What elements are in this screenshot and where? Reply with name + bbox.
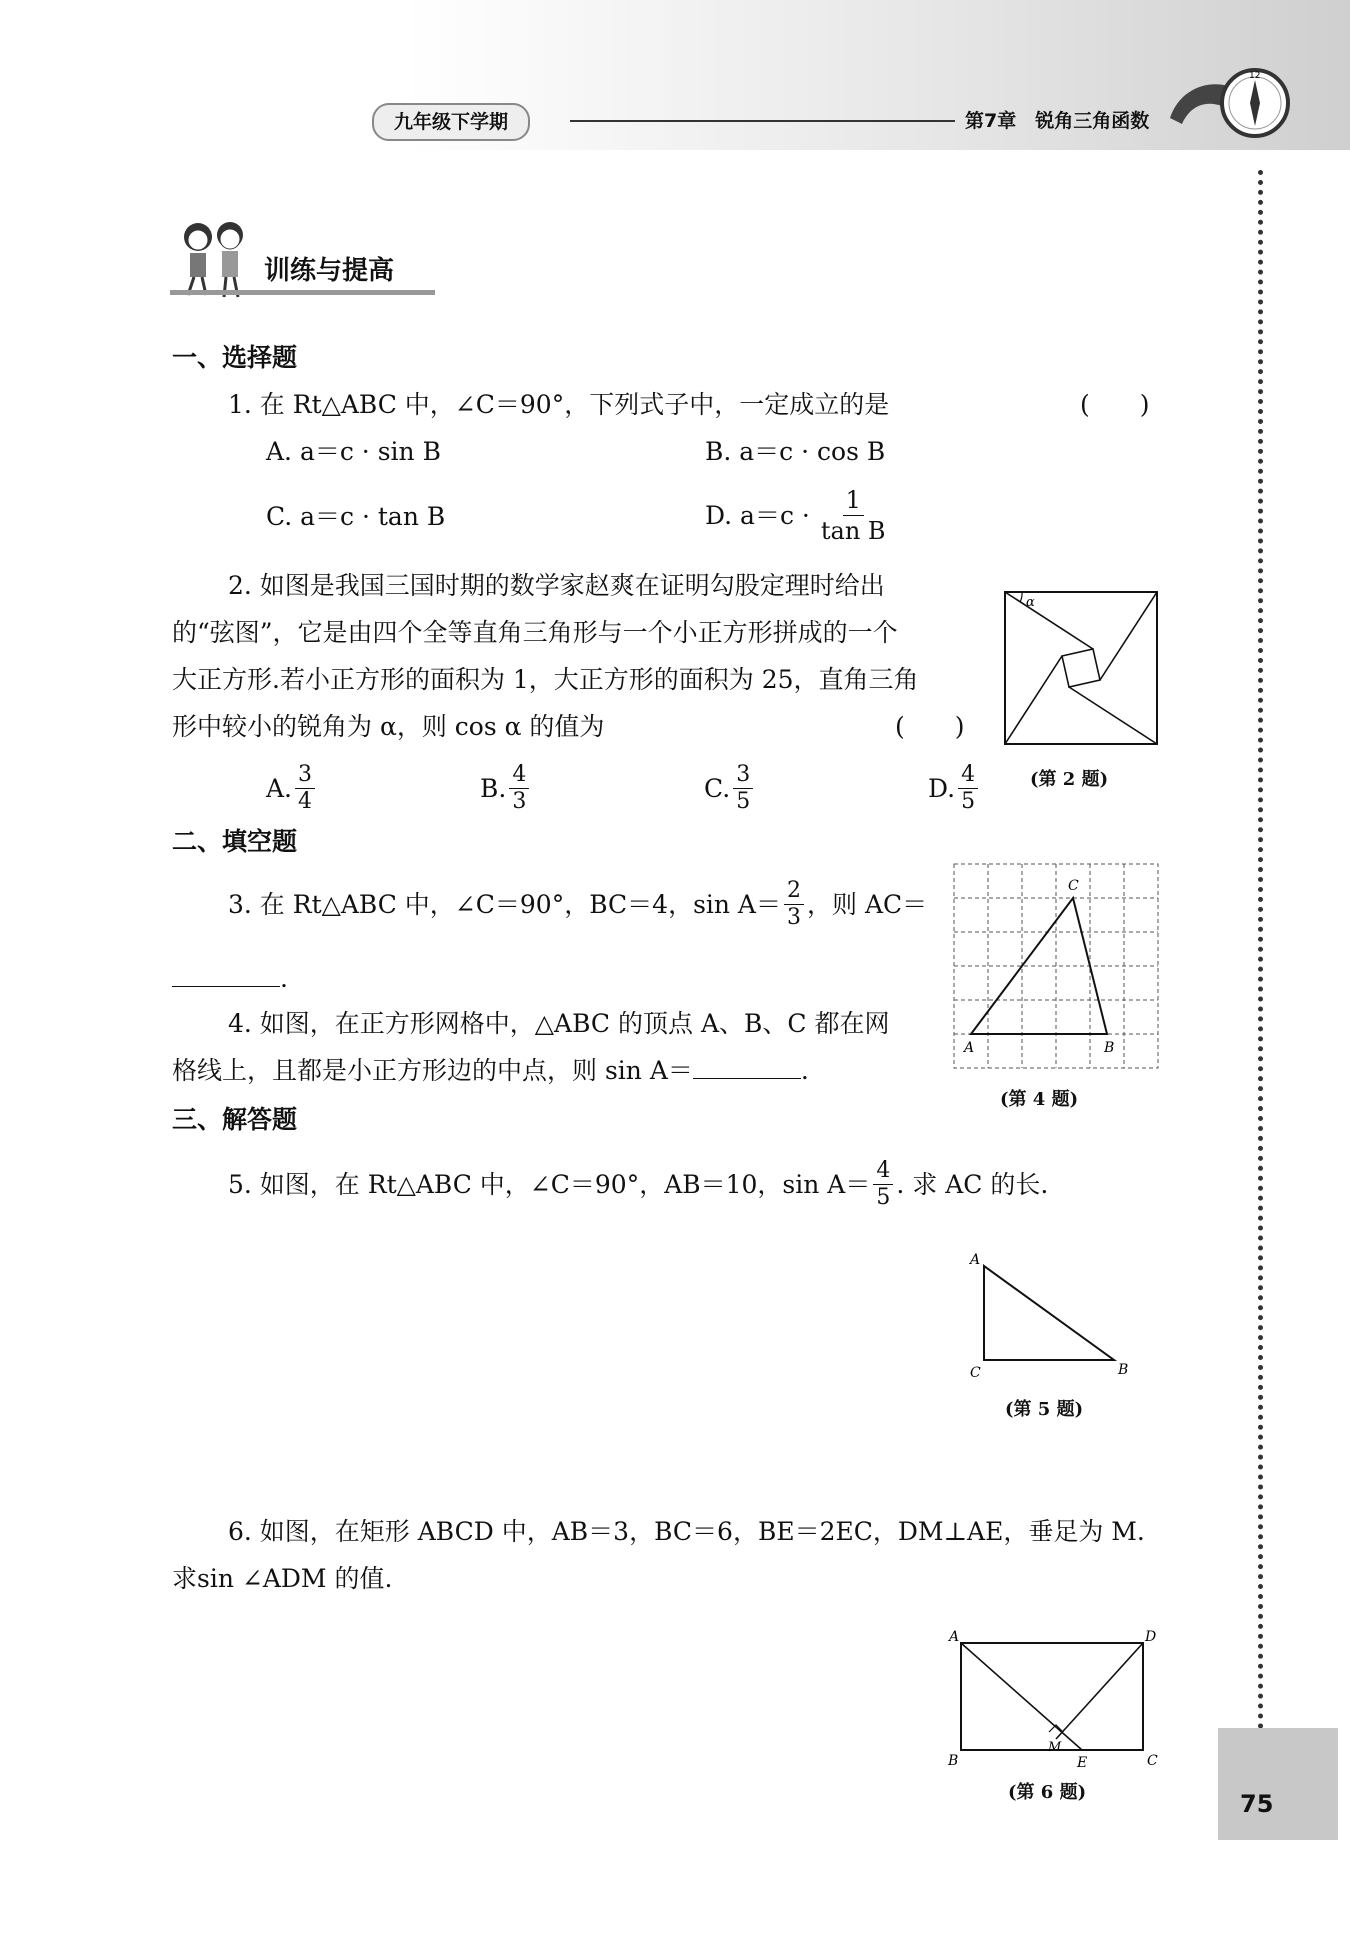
q2-alpha-label: α [1026, 595, 1035, 610]
q6-figure-rectangle [945, 1625, 1165, 1770]
q1-option-d-prefix: D. a＝c · [705, 501, 810, 530]
q1-d-denominator: tan B [820, 517, 886, 545]
svg-text:12: 12 [1249, 71, 1261, 81]
q4-end: . [800, 1056, 809, 1085]
q5-num: 4 [873, 1158, 893, 1185]
header-rule [570, 120, 955, 122]
q2-a-den: 4 [298, 789, 313, 814]
q5-pre: 5. 如图，在 Rt△ABC 中，∠C＝90°，AB＝10，sin A＝ [228, 1170, 871, 1199]
page-number: 75 [1240, 1790, 1274, 1818]
page-number-box [1218, 1728, 1338, 1840]
q6-label-b: B [948, 1753, 959, 1769]
q6-label-m: M [1048, 1740, 1062, 1755]
q2-figure-xian-diagram [1000, 590, 1165, 750]
q2-c-den: 5 [736, 789, 751, 814]
q2-d-num: 4 [958, 762, 978, 789]
q2-option-b-fraction [509, 762, 529, 815]
q2-option-a-label: A. [266, 774, 293, 803]
chapter-title: 第7章 锐角三角函数 [965, 110, 1150, 132]
q6-line2: 求sin ∠ADM 的值. [172, 1564, 393, 1593]
q3-fraction [784, 878, 804, 931]
q6-line1: 6. 如图，在矩形 ABCD 中，AB＝3，BC＝6，BE＝2EC，DM⊥AE，垂足为 M. [228, 1517, 1145, 1546]
q6-label-e: E [1077, 1755, 1088, 1770]
q2-option-c-label: C. [704, 774, 731, 803]
q1-d-numerator: 1 [843, 485, 864, 516]
q5-caption: (第 5 题) [1005, 1399, 1084, 1420]
q6-label-a: A [949, 1629, 960, 1645]
q2-option-c-fraction [733, 762, 753, 815]
q2-b-num: 4 [509, 762, 529, 789]
q2-b-den: 3 [512, 789, 527, 814]
q3-den: 3 [787, 905, 801, 930]
section-answer: 三、解答题 [172, 1105, 298, 1134]
q1-paren: ( ) [1080, 390, 1150, 419]
q2-line3: 大正方形.若小正方形的面积为 1，大正方形的面积为 25，直角三角 [172, 665, 919, 694]
kids-illustration-icon [170, 215, 260, 300]
q1-option-d [705, 485, 892, 546]
q2-caption: (第 2 题) [1030, 769, 1109, 790]
q4-label-c: C [1068, 878, 1079, 894]
q2-line4: 形中较小的锐角为 α，则 cos α 的值为 [172, 712, 605, 741]
compass-logo-icon [1160, 58, 1300, 148]
q4-label-b: B [1104, 1040, 1115, 1056]
banner-title: 训练与提高 [264, 256, 395, 286]
q4-blank[interactable] [693, 1048, 801, 1079]
q6-caption: (第 6 题) [1008, 1782, 1087, 1803]
q5-label-c: C [970, 1365, 981, 1381]
q1-option-b: B. a＝c · cos B [705, 437, 886, 466]
q2-c-num: 3 [733, 762, 753, 789]
q5-post: . 求 AC 的长. [896, 1170, 1049, 1199]
q5-fraction [873, 1158, 893, 1211]
q4-line2: 格线上，且都是小正方形边的中点，则 sin A＝ [172, 1056, 693, 1085]
q2-option-a [266, 762, 318, 815]
q3-answer-line [172, 955, 288, 1002]
q3-pre: 3. 在 Rt△ABC 中，∠C＝90°，BC＝4，sin A＝ [228, 890, 781, 919]
q1-option-c: C. a＝c · tan B [266, 502, 446, 531]
q5-stem [228, 1158, 1048, 1211]
q2-option-c [704, 762, 756, 815]
q1-stem: 1. 在 Rt△ABC 中，∠C＝90°，下列式子中，一定成立的是 [228, 390, 890, 419]
q4-line2-wrap [172, 1047, 809, 1094]
q2-line2: 的“弦图”，它是由四个全等直角三角形与一个小正方形拼成的一个 [172, 618, 898, 647]
q3-post: ，则 AC＝ [807, 890, 928, 919]
grade-pill: 九年级下学期 [372, 103, 530, 141]
q4-caption: (第 4 题) [1000, 1089, 1079, 1110]
q2-option-b [480, 762, 532, 815]
q3-blank[interactable] [172, 956, 280, 987]
section-choice: 一、选择题 [172, 343, 298, 372]
q1-option-d-fraction [818, 485, 889, 546]
q6-label-c: C [1147, 1753, 1158, 1769]
q4-label-a: A [964, 1040, 975, 1056]
q1-option-a: A. a＝c · sin B [266, 437, 441, 466]
q2-option-d-fraction [958, 762, 978, 815]
banner-underline [170, 290, 435, 295]
q3-end: . [280, 964, 288, 993]
q3-num: 2 [784, 878, 804, 905]
q6-label-d: D [1145, 1629, 1157, 1645]
q2-d-den: 5 [961, 789, 976, 814]
q5-label-b: B [1118, 1362, 1129, 1378]
q2-line1: 2. 如图是我国三国时期的数学家赵爽在证明勾股定理时给出 [228, 571, 885, 600]
q5-label-a: A [970, 1252, 981, 1268]
q2-a-num: 3 [295, 762, 315, 789]
q2-option-d [928, 762, 981, 815]
q3-stem [228, 878, 927, 931]
q2-option-d-label: D. [928, 774, 956, 803]
q2-option-b-label: B. [480, 774, 507, 803]
q2-option-a-fraction [295, 762, 315, 815]
section-fill: 二、填空题 [172, 827, 298, 856]
q2-paren: ( ) [895, 712, 965, 741]
q5-den: 5 [876, 1185, 891, 1210]
q4-line1: 4. 如图，在正方形网格中，△ABC 的顶点 A、B、C 都在网 [228, 1009, 890, 1038]
q5-figure-triangle [960, 1248, 1140, 1388]
q4-figure-grid [952, 862, 1162, 1072]
margin-dotted-line [1258, 170, 1263, 1730]
